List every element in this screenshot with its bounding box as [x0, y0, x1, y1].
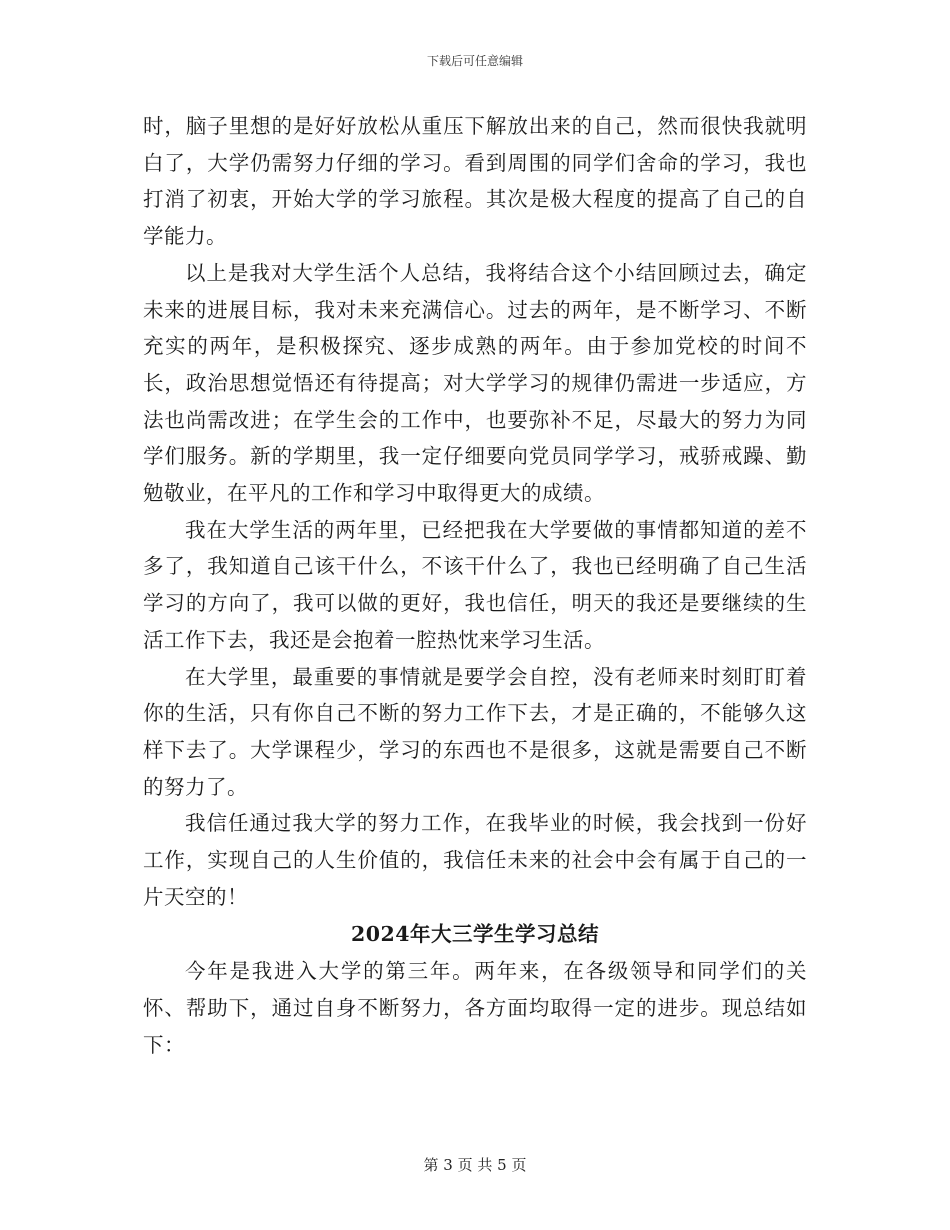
paragraph-self-control: 在大学里，最重要的事情就是要学会自控，没有老师来时刻盯盯着你的生活，只有你自己不断的努力工作下去，才是正确的，不能够久这样下去了。大学课程少，学习的东西也不是很多，这就是需要自己不断的努力了。	[143, 664, 807, 799]
page-header-note: 下载后可任意编辑	[426, 54, 523, 68]
paragraph-continuation: 时，脑子里想的是好好放松从重压下解放出来的自己，然而很快我就明白了，大学仍需努力仔细的学习。看到周围的同学们舍命的学习，我也打消了初衷，开始大学的学习旅程。其次是极大程度的提高了自己的自学能力。	[143, 114, 807, 249]
paragraph-section-intro: 今年是我进入大学的第三年。两年来，在各级领导和同学们的关怀、帮助下，通过自身不断努力，各方面均取得一定的进步。现总结如下：	[143, 959, 807, 1057]
paragraph-summary: 以上是我对大学生活个人总结，我将结合这个小结回顾过去，确定未来的进展目标，我对未来充满信心。过去的两年，是不断学习、不断充实的两年，是积极探究、逐步成熟的两年。由于参加党校的时间不长，政治思想觉悟还有待提高；对大学学习的规律仍需进一步适应，方法也尚需改进；在学生会的工作中，也要弥补不足，尽最大的努力为同学们服务。新的学期里，我一定仔细要向党员同学学习，戒骄戒躁、勤勉敬业，在平凡的工作和学习中取得更大的成绩。	[143, 260, 807, 506]
paragraph-two-years: 我在大学生活的两年里，已经把我在大学要做的事情都知道的差不多了，我知道自己该干什么，不该干什么了，我也已经明确了自己生活学习的方向了，我可以做的更好，我也信任，明天的我还是要继续的生活工作下去，我还是会抱着一腔热忱来学习生活。	[143, 517, 807, 652]
section-title: 2024年大三学生学习总结	[350, 922, 600, 947]
document-body	[143, 108, 807, 1064]
page-number: 第 3 页 共 5 页	[423, 1156, 527, 1174]
paragraph-future: 我信任通过我大学的努力工作，在我毕业的时候，我会找到一份好工作，实现自己的人生价值的，我信任未来的社会中会有属于自己的一片天空的！	[143, 811, 807, 909]
